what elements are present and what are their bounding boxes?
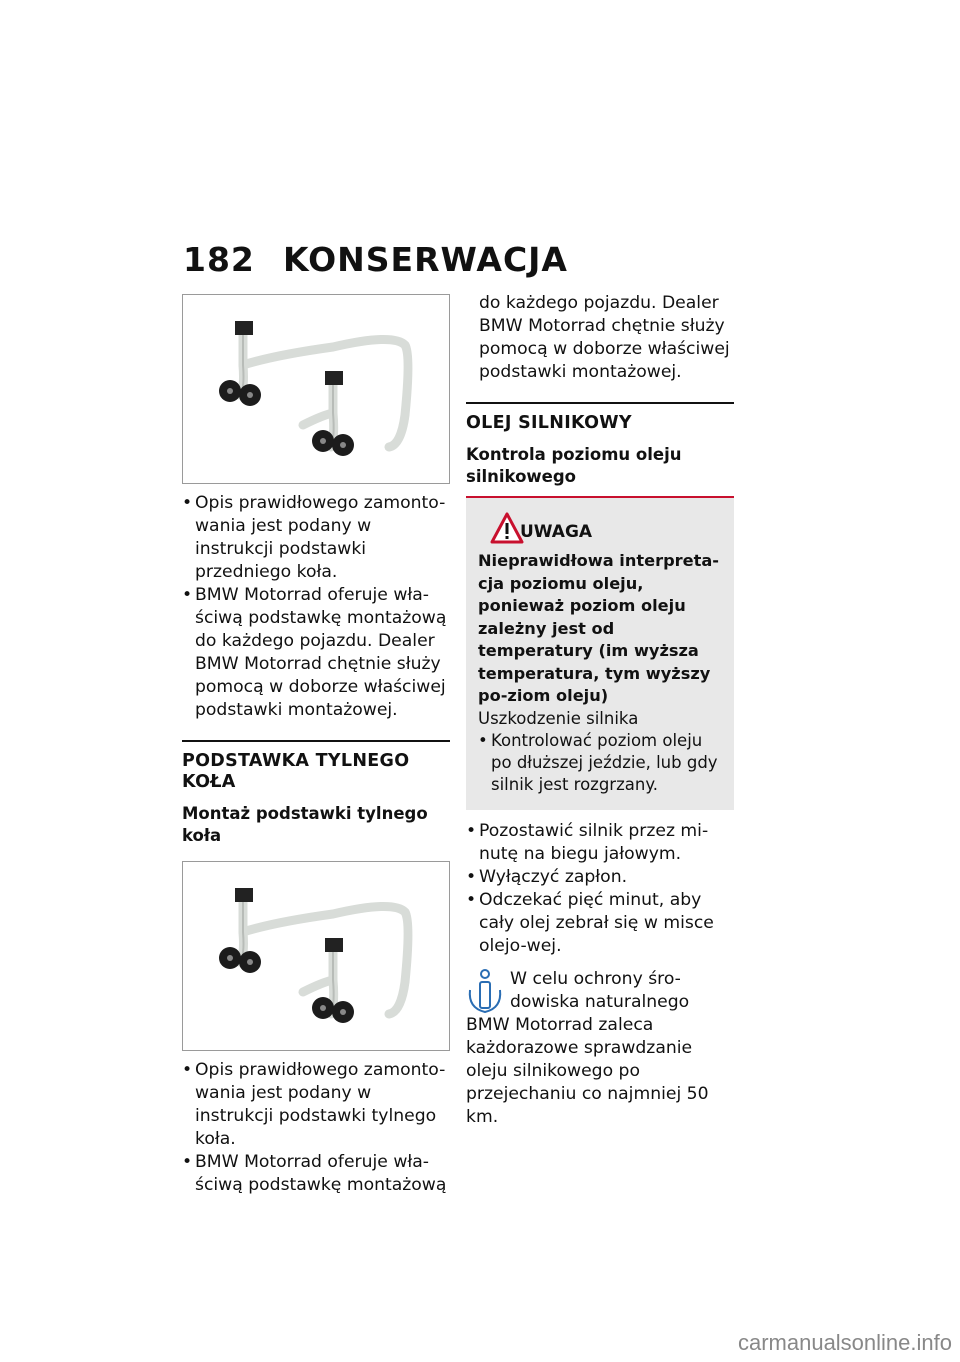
warning-title: UWAGA — [520, 522, 593, 542]
right-column — [466, 292, 734, 1129]
section-title-rear-stand: PODSTAWKA TYLNEGO KOŁA — [182, 740, 450, 793]
rear-stand-image — [182, 861, 450, 1051]
list-item: • Odczekać pięć minut, aby cały olej zebrał się w misce olejo-wej. — [466, 889, 734, 958]
warning-consequence: Uszkodzenie silnika — [478, 708, 639, 728]
left-column — [182, 294, 450, 1197]
note-text: W celu ochrony śro-dowiska naturalnego BMW Motorrad zaleca każdorazowe sprawdzanie oleju silnikowego po przejechaniu co najmniej 50 km. — [466, 968, 709, 1127]
subsection-title-oil-level-check: Kontrola poziomu oleju silnikowego — [466, 445, 682, 486]
chapter-title: KONSERWACJA — [283, 240, 568, 279]
rear-stand-illustration — [183, 862, 449, 1050]
environment-note — [466, 968, 734, 1129]
front-stand-image — [182, 294, 450, 484]
front-stand-notes — [182, 492, 450, 722]
page-header — [183, 240, 568, 279]
front-stand-illustration — [183, 295, 449, 483]
subsection-title-mount-rear-stand: Montaż podstawki tylnego koła — [182, 804, 428, 845]
page-number: 182 — [183, 240, 255, 279]
warning-actions — [478, 730, 724, 796]
list-item: • Pozostawić silnik przez mi-nutę na biegu jałowym. — [466, 820, 734, 866]
warning-triangle-icon — [490, 512, 524, 544]
section-title-engine-oil: OLEJ SILNIKOWY — [466, 402, 734, 434]
warning-description: Nieprawidłowa interpreta-cja poziomu oleju, ponieważ poziom oleju zależny jest od temperatury (im wyższa temperatura, tym wyższy po-ziom oleju) — [478, 551, 720, 705]
list-item: • Kontrolować poziom oleju po dłuższej jeździe, lub gdy silnik jest rozgrzany. — [478, 730, 724, 796]
list-item: • BMW Motorrad oferuje wła-ściwą podstawkę montażową — [182, 1151, 450, 1197]
list-item: • Opis prawidłowego zamonto-wania jest podany w instrukcji podstawki tylnego koła. — [182, 1059, 450, 1151]
rear-stand-notes — [182, 1059, 450, 1197]
warning-heading — [478, 512, 724, 550]
list-item: • Wyłączyć zapłon. — [466, 866, 734, 889]
list-item: • BMW Motorrad oferuje wła-ściwą podstawkę montażową do każdego pojazdu. Dealer BMW Motorrad chętnie służy pomocą w doborze właściwej podstawki montażowej. — [182, 584, 450, 722]
footer-watermark: carmanualsonline.info — [737, 1330, 952, 1355]
warning-box — [466, 496, 734, 810]
info-icon — [466, 968, 504, 1014]
oil-check-steps — [466, 820, 734, 958]
continued-text: do każdego pojazdu. Dealer BMW Motorrad chętnie służy pomocą w doborze właściwej podstawki montażowej. — [479, 293, 730, 382]
list-item: • Opis prawidłowego zamonto-wania jest podany w instrukcji podstawki przedniego koła. — [182, 492, 450, 584]
